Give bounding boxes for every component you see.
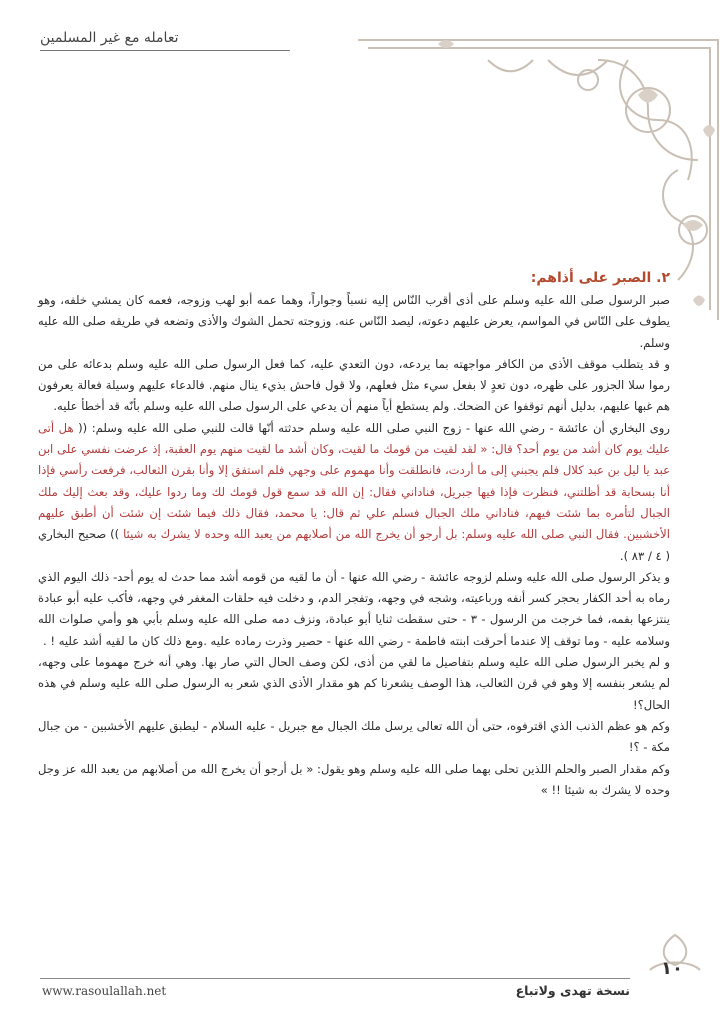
paragraph: و قد يتطلب موقف الأذى من الكافر مواجهته بما يردعه، دون التعدي عليه، كما فعل الرسول صلى الله عليه وسلم بدعائه على من رموا سلا الجزور على ظهره، دون تعدٍ لا بفعل سيء مثل فعلهم، ولا قول فاحش بذيء ينال منهم. فالدعاء عليهم وسيلة فعالة يعرفون هم غبها عليهم، بدليل أنهم توقفوا عن الضحك. ولم يستطع أياً منهم أن يدعي على الرسول صلى الله عليه وسلم بأنّه قد أخطأ عليه.	[38, 356, 670, 414]
paragraph-hadith	[38, 418, 670, 567]
running-title: تعامله مع غير المسلمين	[40, 30, 290, 51]
paragraph: و لم يخبر الرسول صلى الله عليه وسلم بتفاصيل ما لقي من أذى، لكن وصف الحال التي صار بها. وهي أنه خرج مهموما على وجهه، لم يشعر بنفسه إلا وهو في قرن الثعالب، هذا الوصف يشعرنا كم هو مقدار الأذى الذي شعر به الرسول صلى الله عليه وسلم في هذه الحال؟!	[38, 655, 670, 712]
paragraph: وكم مقدار الصبر والحلم اللذين تحلى بهما صلى الله عليه وسلم وهو يقول: « بل أرجو أن يخرج الله من أصلابهم من يعبد الله عز وجل وحده لا يشرك به شيئا !! »	[38, 761, 670, 797]
hadith-intro: روى البخاري أن عائشة - رضي الله عنها - زوج النبي صلى الله عليه وسلم حدثته أنّها قالت للنبي صلى الله عليه وسلم: ((	[78, 420, 670, 435]
paragraph: و يذكر الرسول صلى الله عليه وسلم لزوجه عائشة - رضي الله عنها - أن ما لقيه من قومه أشد مما حدث له يوم أحد- ذلك اليوم الذي رماه به أحد الكفار بحجر كسر أنفه ورباعيته، وشجه في وجهه، وتفجر الدم، و دخلت فيه حلقات المغفر في وجهه، فأكب عليه أبو عبادة ينتزعها بفمه، فما خرجت من الرسول - ٣ - حتى سقطت ثنايا أبو عبادة، ونزف دمه صلى الله عليه وسلم بأبي هو وأمي صلوات الله وسلامه عليه - وما توقف إلا عندما أحرقت ابنته فاطمة - رضي الله عنها - حصير وذرت رماده عليه .ومع ذلك كان ما لقيه أشد عليه ! .	[38, 569, 670, 648]
section-heading: ٢. الصبر على أذاهم:	[530, 270, 670, 286]
page-number: ١٠	[661, 958, 683, 979]
article-body	[38, 266, 670, 801]
website-link[interactable]: www.rasoulallah.net	[42, 984, 167, 998]
edition-note: نسخة تهدى ولاتباع	[515, 983, 630, 998]
hadith-source: )) صحيح البخاري ( ٤ / ٨٣ ).	[38, 527, 670, 563]
paragraph: صبر الرسول صلى الله عليه وسلم على أذى أقرب النّاس إليه نسباً وجواراً، وهما عمه أبو لهب وزوجه، فعمه كان يمشي خلفه، وهو يطوف على النّاس في المواسم، يعرض عليهم دعوته، ليصد النّاس عنه. وزوجته تحمل الشوك والأذى وتضعه في طريقه صلى الله عليه وسلم.	[38, 293, 670, 350]
hadith-quote: هل أتى عليك يوم كان أشد من يوم أحد؟ قال: « لقد لقيت من قومك ما لقيت، وكان أشد ما لقيت منهم يوم العقبة، إذ عرضت نفسي على ابن عبد يا ليل بن عبد كلال فلم يجبني إلى ما أردت، فانطلقت وأنا مهموم على وجهي فلم استفق إلا وأنا بقرن الثعالب، فرفعت رأسي فإذا أنا بسحابة قد أظلتني، فنظرت فإذا فيها جبريل، فناداني فقال: إن الله قد سمع قول قومك لك وما ردوا عليك، وقد بعث إليك ملك الجبال لتأمره بما شئت فيهم، فناداني ملك الجبال فسلم علي ثم قال: يا محمد، فقال ذلك فيما شئت إن شئت أن أطبق عليهم الأخشبين. فقال النبي صلى الله عليه وسلم: بل أرجو أن يخرج الله من أصلابهم من يعبد الله وحده لا يشرك به شيئا	[38, 420, 670, 542]
paragraph: وكم هو عظم الذنب الذي اقترفوه، حتى أن الله تعالى يرسل ملك الجبال مع جبريل - عليه السلام - ليطبق عليهم الأخشبين - من جبال مكة - ؟!	[38, 718, 670, 755]
footer-divider	[40, 978, 630, 979]
